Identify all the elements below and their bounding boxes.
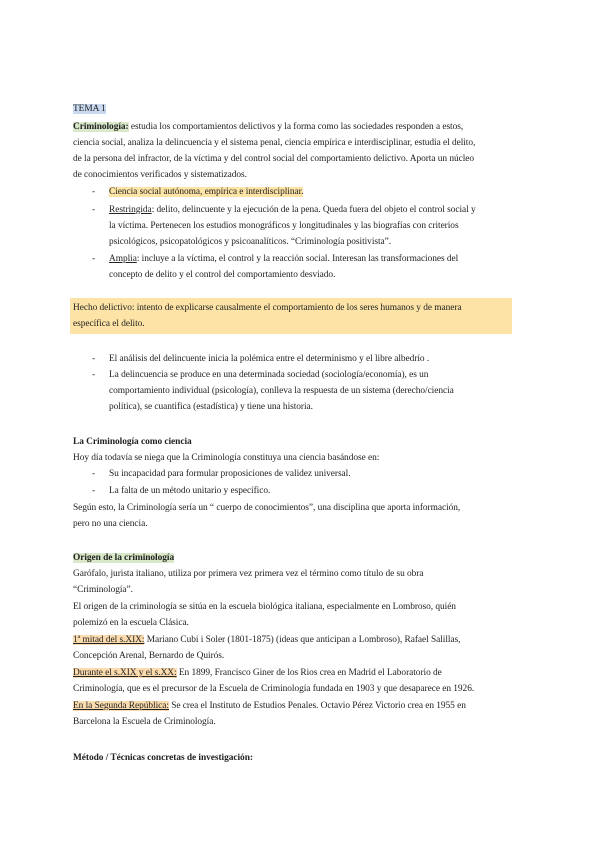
origen-line-2: “Criminología”. — [73, 585, 133, 595]
ciencia-line-1: Hoy día todavía se niega que la Criminología constituya una ciencia basándose en: — [73, 453, 380, 463]
bullet-amplia-line-2: concepto de delito y el control del comportamiento desviado. — [109, 270, 336, 280]
origen-periodo-1-line-1: 1ª mitad del s.XIX: Mariano Cubi i Soler (1801-1875) (ideas que anticipan a Lombroso), Rafael Salillas, — [73, 635, 461, 645]
heading-criminologia-ciencia: La Criminología como ciencia — [73, 437, 192, 447]
origen-line-4: polemizó en la escuela Clásica. — [73, 618, 189, 628]
bullet-dash: - — [92, 205, 96, 215]
bullet-dash: - — [92, 254, 96, 264]
criminologia-term: Criminología: — [73, 122, 129, 132]
bullet-dash: - — [92, 370, 96, 380]
heading-origen: Origen de la criminología — [73, 553, 175, 563]
intro-line-3: de la persona del infractor, de la víctima y del control social del comportamiento delictivo. Aporta un núcleo — [73, 154, 475, 164]
bullet-delincuencia-line-3: política), se cuantifica (estadística) y tiene una historia. — [109, 402, 313, 412]
bullet-dash: - — [92, 187, 96, 197]
bullet-incapacidad: Su incapacidad para formular proposiciones de validez universal. — [109, 469, 351, 479]
intro-line-2: ciencia social, analiza la delincuencia y el sistema penal, ciencia empírica e interdisciplinar, estudia el delito, — [73, 138, 476, 148]
bullet-restringida-line-3: psicológicos, psicopatológicos y psicoanalíticos. “Criminología positivista”. — [109, 237, 392, 247]
bullet-delincuencia-line-1: La delincuencia se produce en una determinada sociedad (sociología/economía), es un — [109, 370, 429, 380]
intro-line-4: de conocimientos verificados y sistematizados. — [73, 170, 247, 180]
heading-metodo: Método / Técnicas concretas de investigación: — [73, 753, 253, 763]
bullet-amplia-line-1: Amplia: incluye a la víctima, el control y la reacción social. Interesan las transformaciones del — [109, 254, 459, 264]
ciencia-line-3: pero no una ciencia. — [73, 519, 148, 529]
chapter-label: TEMA 1 — [73, 104, 106, 114]
bullet-dash: - — [92, 469, 96, 479]
bullet-restringida-line-2: la víctima. Pertenecen los estudios monográficos y longitudinales y las biografías con criterios — [109, 221, 459, 231]
intro-line-1: Criminología: estudia los comportamientos delictivos y la forma como las sociedades responden a estos, — [73, 122, 464, 132]
bullet-analisis-delincuente: El análisis del delincuente inicia la polémica entre el determinismo y el libre albedrío . — [109, 354, 430, 364]
hecho-delictivo-line-1: Hecho delictivo: intento de explicarse causalmente el comportamiento de los seres humanos y de manera — [73, 303, 462, 313]
bullet-dash: - — [92, 354, 96, 364]
ciencia-line-2: Según esto, la Criminología sería un “ cuerpo de conocimientos”, una disciplina que aporta información, — [73, 503, 461, 513]
origen-periodo-3-line-2: Barcelona la Escuela de Criminología. — [73, 717, 216, 727]
hecho-delictivo-line-2: específica el delito. — [73, 319, 145, 329]
bullet-delincuencia-line-2: comportamiento individual (psicología), conlleva la respuesta de un sistema (derecho/ciencia — [109, 386, 454, 396]
bullet-falta-metodo: La falta de un método unitario y específico. — [109, 486, 271, 496]
bullet-dash: - — [92, 486, 96, 496]
origen-periodo-1-line-2: Concepción Arenal, Bernardo de Quirós. — [73, 651, 225, 661]
bullet-ciencia-social: Ciencia social autónoma, empírica e interdisciplinar. — [109, 187, 304, 197]
origen-periodo-3-line-1: En la Segunda República: Se crea el Instituto de Estudios Penales. Octavio Pérez Victorio crea en 1955 en — [73, 701, 466, 711]
origen-line-3: El origen de la criminología se sitúa en la escuela biológica italiana, especialmente en Lombroso, quién — [73, 602, 456, 612]
origen-periodo-2-line-1: Durante el s.XIX y el s.XX: En 1899, Francisco Giner de los Rios crea en Madrid el Laboratorio de — [73, 668, 442, 678]
bullet-restringida-line-1: Restringida: delito, delincuente y la ejecución de la pena. Queda fuera del objeto el control social y — [109, 205, 476, 215]
origen-periodo-2-line-2: Criminología, que es el precursor de la Escuela de Criminología fundada en 1903 y que desaparece en 1926. — [73, 684, 475, 694]
origen-line-1: Garófalo, jurista italiano, utiliza por primera vez primera vez el término como título de su obra — [73, 569, 424, 579]
